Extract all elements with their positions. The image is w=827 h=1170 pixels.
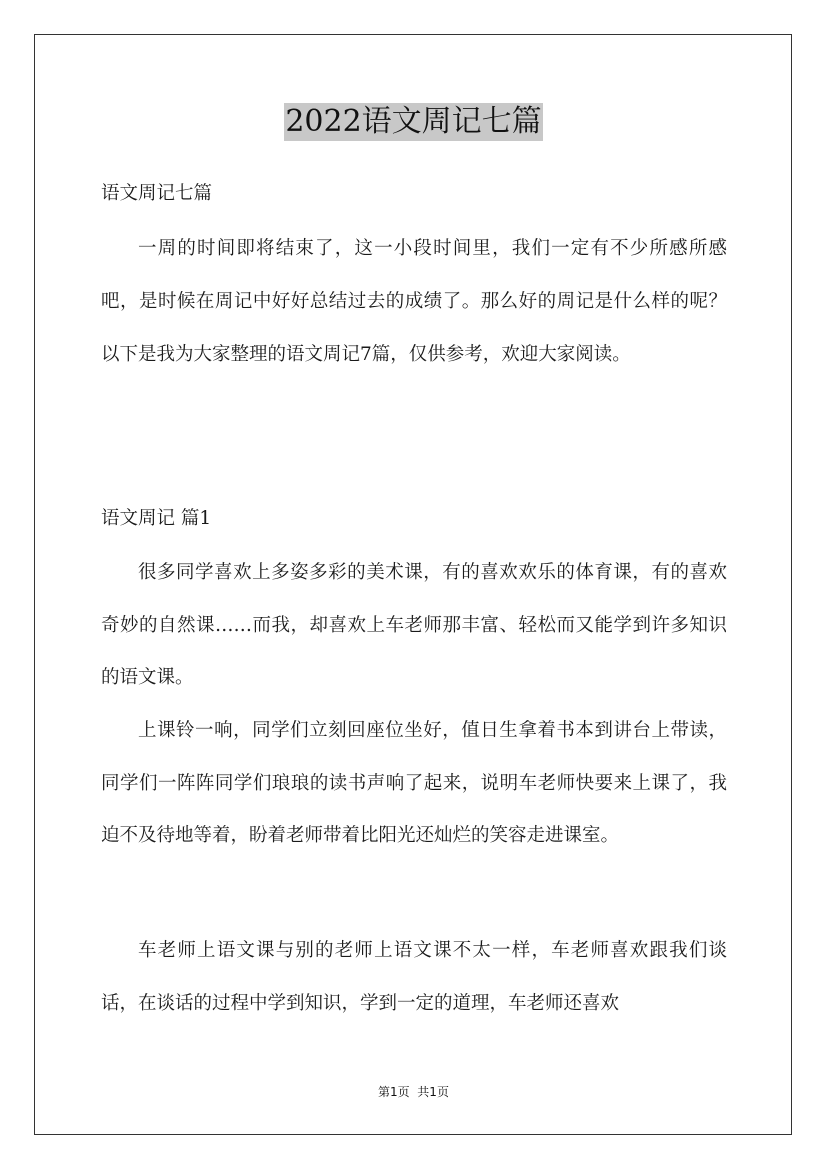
document-title: 2022语文周记七篇 — [285, 104, 542, 139]
intro-paragraph: 一周的时间即将结束了，这一小段时间里，我们一定有不少所感所感吧，是时候在周记中好好总结过去的成绩了。那么好的周记是什么样的呢？以下是我为大家整理的语文周记7篇，仅供参考，欢迎大家阅读。 — [101, 238, 727, 365]
paragraph-1: 很多同学喜欢上多姿多彩的美术课，有的喜欢欢乐的体育课，有的喜欢奇妙的自然课……而我，却喜欢上车老师那丰富、轻松而又能学到许多知识的语文课。 — [101, 562, 727, 688]
document-subtitle: 语文周记七篇 — [101, 183, 213, 204]
title-container — [0, 103, 827, 141]
section-heading: 语文周记 篇1 — [101, 508, 212, 529]
page-number-footer: 第1页 共1页 — [378, 1085, 449, 1099]
paragraph-2: 上课铃一响，同学们立刻回座位坐好，值日生拿着书本到讲台上带读，同学们一阵阵同学们琅琅的读书声响了起来，说明车老师快要来上课了，我迫不及待地等着，盼着老师带着比阳光还灿烂的笑容走进课室。 — [101, 720, 727, 846]
paragraph-3: 车老师上语文课与别的老师上语文课不太一样，车老师喜欢跟我们谈话，在谈话的过程中学到知识，学到一定的道理，车老师还喜欢 — [101, 940, 727, 1014]
